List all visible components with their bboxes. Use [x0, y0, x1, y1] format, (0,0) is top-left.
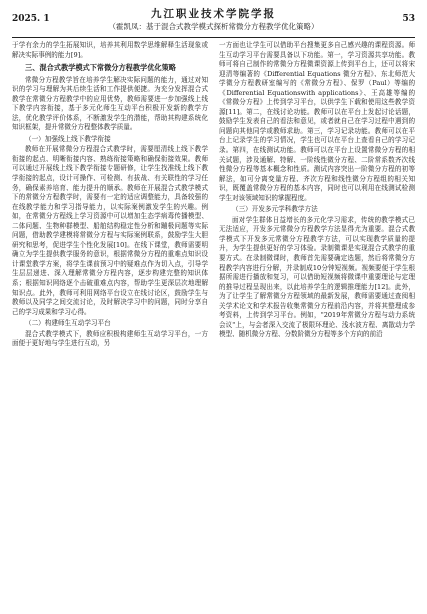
paragraph: 面对学生群体日益增长的多元化学习需求，传统的教学模式已无法适应，开发多元常微分方程教学方法显得尤为重要。混合式教学模式下开发多元常微分方程教学方法，可以实现教学质量的提升，为学生提供更好的学习体验。录制微课是实现混合式教学的重要方式。在录制微课时，教师首先需要确定选题，然后将常微分方程教学内容进行分解，并录制成10分钟短视频。视频要便于学生根据所需进行播放和复习，可以借助短视频将微课中重要理论与定理的推导过程呈现出来，以此培养学生的逻辑推理能力[12]。此外，为了让学生了解常微分方程领域的最新发展，教师需要通过查阅相关学术论文和学术报告收集常微分方程前沿内容，并将其整理成参考资料，上传到学习平台。例如，"2019年常微分方程与动力系统会议"上，与会者深入交流了极限环理论、浅水波方程、离散动力学模型、随机微分方程、分数阶微分方程等多个方向的前沿 [219, 215, 415, 339]
paragraph: 教师在开展常微分方程混合式教学时，需要厘清线上线下教学衔接的起点、明晰衔接内容、熟练衔接策略和确保衔接效果。教师可以通过开展线上线下教学衔接专题研修，让学生找准线上线下教学衔接的起点，设计可操作、可检测、有拔战、有关联性的学习任务，确保素养培育、能力提升的顺承。教师在开展混合式教学模式下的常微分方程教学时，需要有一定的适应调整能力，具备较强的在线教学能力和学习指导能力，以实际案例激发学生的兴趣。例如，在常微分方程线上学习资源中可以增加生态学病毒传播模型、二体问题、生物种群模型、船舶结构稳定性分析和蹦极问题等实际问题，借助教学建模将常微分方程与实际案例联系，鼓励学生大胆研究和思考，促进学生个性化发展[10]。在线下课堂，教师需要明确立为学生提供教学服务的意识，根据常微分方程的重难点知识设计课堂教学方案，将学生课前预习中的疑难点作为切入点，引导学生层层递进、深入理解常微分方程内容，逐步构建完整的知识体系；根据知识网络逐个击破重难点内容，帮助学生更深层次地理解知识点。此外，教师可利用网络平台设立在线讨论区，鼓励学生与教师以及同学之间交流讨论，及时解决学习中的问题，同时分享自己的学习成果和学习心得。 [12, 145, 208, 316]
subsection-heading: （三）开发多元学科教学方法 [232, 205, 318, 214]
subsection-heading: （二）构建师生互动学习平台 [25, 319, 111, 328]
section-heading: 三、混合式教学模式下常微分方程教学优化策略 [25, 63, 176, 73]
paragraph: 混合式教学模式下，教师应积极构建师生互动学习平台，一方面便于更好地与学生进行互动，另 [12, 329, 208, 348]
paragraph: 于学有余力的学生拓展知识，培养其利用数学思维解释生活现象或解决实际事例的能力[9]。 [12, 41, 208, 59]
subsection-heading: （一）加强线上线下教学衔接 [25, 134, 111, 143]
running-header [12, 6, 415, 36]
right-column [219, 41, 415, 349]
journal-title: 九江职业技术学院学报 [151, 8, 276, 20]
header-rule [12, 37, 415, 38]
paragraph: 常微分方程教学旨在培养学生解决实际问题的能力，通过对知识的学习与理解为其后续生活和工作提供便捷。为充分发挥混合式教学在常微分方程教学中的应用优势，教师需要进一步加强线上线下教学内容衔接，基于多元化师生互动平台积极开发新的教学方法，优化教学评价体系，不断激发学生的潜能，帮助其构建系统化知识框架，提升常微分方程整体教学质量。 [12, 75, 208, 132]
page-number: 53 [402, 14, 415, 24]
body-columns [12, 41, 415, 349]
issue-label: 2025. 1 [12, 14, 50, 24]
article-running-title: （霍凯凤：基于混合式教学模式探析常微分方程教学优化策略） [108, 22, 319, 31]
left-column [12, 41, 208, 349]
paragraph: 一方面也让学生可以借助平台搜集更多自己感兴趣的课程资源。师生互动学习平台需要具备以下功能。第一，学习资源共享功能。教师可将自己制作的常微分方程微课资源上传到平台上，还可以将宋迎清等编著的《Differential Equations 微分方程》、东北师范大学微分方程教研室编写的《常微分方程》、保罗（Paul）等编的《Differential Equationswith applications》、王高雄等编的《常微分方程》上传到学习平台，以供学生下载和使用这些教学资源[11]。第二，在线讨论功能。教师可以在平台上发起讨论话题，鼓励学生发表自己的看法和意见，或者就自己在学习过程中遇到的问题向其他同学或教师求助。第三，学习记录功能。教师可以在平台上记录学生的学习情况，学生也可以在平台上查看自己的学习记录。第四，在线测试功能。教师可以在平台上设置常微分方程的相关试题，涉及通解、特解、一阶线性微分方程、二阶常系数齐次线性微分方程等基本概念和性质。测试内容突出一阶微分方程的初等解法，如可分离变量方程、齐次方程和线性微分方程组的相关知识，既覆盖常微分方程的基本内容，同时也可以利用在线测试检测学生对该领域知识的掌握程度。 [219, 41, 415, 202]
